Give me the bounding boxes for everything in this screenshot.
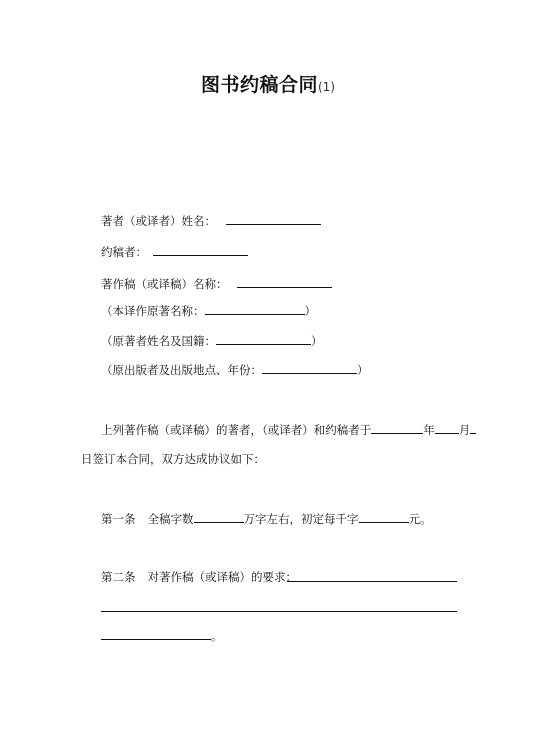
article-2-end: 。 bbox=[211, 629, 223, 643]
rate-blank bbox=[359, 510, 409, 523]
orig-author-field bbox=[101, 332, 323, 349]
editor-blank bbox=[153, 243, 248, 256]
article-2-heading: 第二条 bbox=[101, 570, 136, 584]
article-2-text: 对著作稿（或译稿）的要求： bbox=[147, 570, 297, 584]
editor-label: 约稿者： bbox=[101, 245, 147, 259]
article-2 bbox=[101, 569, 297, 585]
day-blank bbox=[470, 421, 476, 434]
article-1-text3: 元。 bbox=[408, 512, 432, 526]
month-label: 月 bbox=[458, 423, 471, 437]
work-field bbox=[101, 275, 332, 292]
orig-author-close: ） bbox=[311, 334, 323, 348]
preamble-line2 bbox=[81, 451, 265, 467]
requirements-blank-3 bbox=[101, 627, 211, 640]
orig-publisher-close: ） bbox=[357, 363, 369, 377]
orig-publisher-label: （原出版者及出版地点、年份： bbox=[101, 363, 262, 377]
article-1 bbox=[101, 510, 432, 527]
editor-field bbox=[101, 243, 248, 260]
author-blank bbox=[226, 212, 321, 225]
orig-title-field bbox=[101, 302, 316, 319]
month-blank bbox=[435, 421, 459, 434]
orig-author-label: （原著者姓名及国籍： bbox=[101, 334, 216, 348]
year-label: 年 bbox=[423, 423, 435, 437]
requirements-blank-2 bbox=[101, 611, 457, 612]
article-1-text2: 万字左右，初定每千字 bbox=[243, 512, 359, 526]
title-number: (1) bbox=[318, 80, 335, 94]
author-field bbox=[101, 212, 321, 229]
author-label: 著者（或译者）姓名： bbox=[101, 214, 216, 228]
article-1-heading: 第一条 bbox=[101, 512, 136, 526]
preamble-part2: 日签订本合同，双方达成协议如下： bbox=[81, 452, 265, 466]
work-blank bbox=[237, 275, 332, 288]
orig-publisher-blank bbox=[262, 361, 357, 374]
article-2-end-line bbox=[101, 627, 223, 644]
orig-title-blank bbox=[205, 302, 305, 315]
title-main: 图书约稿合同 bbox=[200, 74, 318, 96]
orig-title-label: （本译作原著名称： bbox=[101, 304, 205, 318]
orig-title-close: ） bbox=[304, 304, 316, 318]
requirements-blank-1 bbox=[287, 581, 457, 582]
work-label: 著作稿（或译稿）名称： bbox=[101, 277, 228, 291]
orig-publisher-field bbox=[101, 361, 369, 378]
year-blank bbox=[371, 421, 423, 434]
preamble-line1 bbox=[101, 421, 476, 438]
preamble-part1: 上列著作稿（或译稿）的著者，（或译者）和约稿者于 bbox=[101, 423, 372, 437]
word-count-blank bbox=[194, 510, 244, 523]
article-1-text1: 全稿字数 bbox=[147, 512, 194, 526]
orig-author-blank bbox=[216, 332, 311, 345]
document-title bbox=[0, 70, 536, 97]
